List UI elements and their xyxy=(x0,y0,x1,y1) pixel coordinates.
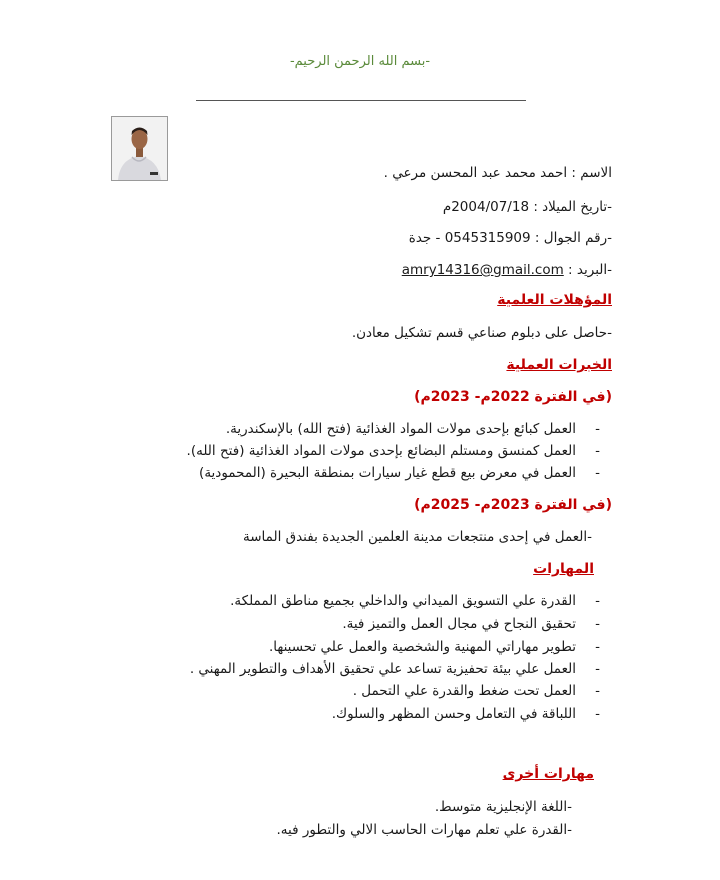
skills-heading: المهارات xyxy=(533,561,594,577)
email-label: -البريد : xyxy=(563,262,612,278)
list-item xyxy=(190,661,600,677)
bullet-dash: - xyxy=(595,421,600,437)
list-item-text: العمل كبائع بإحدى مولات المواد الغذائية (فتح الله) بالإسكندرية. xyxy=(225,421,576,437)
bullet-dash: - xyxy=(595,465,600,481)
experience-heading: الخبرات العملية xyxy=(506,357,612,373)
email-link[interactable]: amry14316@gmail.com xyxy=(401,262,564,278)
bullet-dash: - xyxy=(595,683,600,699)
experience-text-2: -العمل في إحدى منتجعات مدينة العلمين الجديدة بفندق الماسة xyxy=(242,529,592,545)
qualifications-heading: المؤهلات العلمية xyxy=(497,292,612,308)
list-item xyxy=(226,421,600,437)
list-item-text: اللباقة في التعامل وحسن المظهر والسلوك. xyxy=(331,706,576,722)
list-item xyxy=(230,593,600,609)
list-item xyxy=(342,616,600,632)
list-item xyxy=(187,443,600,459)
name-line: الاسم : احمد محمد عبد المحسن مرعي . xyxy=(383,165,612,181)
bullet-dash: - xyxy=(595,593,600,609)
list-item-text: العمل في معرض بيع قطع غيار سيارات بمنطقة البحيرة (المحمودية) xyxy=(199,465,576,481)
other-skill-line: -القدرة علي تعلم مهارات الحاسب الالي والتطور فيه. xyxy=(276,822,572,838)
bullet-dash: - xyxy=(595,639,600,655)
other-skills-heading: مهارات أخرى xyxy=(502,766,594,782)
experience-period-2: (في الفترة 2023م- 2025م) xyxy=(414,497,612,513)
list-item xyxy=(332,706,600,722)
bullet-dash: - xyxy=(595,616,600,632)
bullet-dash: - xyxy=(595,661,600,677)
phone-line: -رقم الجوال : 0545315909 - جدة xyxy=(408,230,612,246)
experience-period-1: (في الفترة 2022م- 2023م) xyxy=(414,389,612,405)
list-item-text: القدرة علي التسويق الميداني والداخلي بجميع مناطق المملكة. xyxy=(230,593,576,609)
list-item xyxy=(353,683,600,699)
profile-photo xyxy=(111,116,168,181)
other-skill-line: -اللغة الإنجليزية متوسط. xyxy=(434,799,572,815)
divider-line xyxy=(196,100,526,101)
list-item-text: تحقيق النجاح في مجال العمل والتميز فية. xyxy=(342,616,576,632)
basmala: -بسم الله الرحمن الرحيم- xyxy=(289,54,431,69)
list-item xyxy=(199,465,600,481)
list-item xyxy=(269,639,600,655)
list-item-text: العمل تحت ضغط والقدرة علي التحمل . xyxy=(352,683,576,699)
bullet-dash: - xyxy=(595,706,600,722)
bullet-dash: - xyxy=(595,443,600,459)
qualifications-text: -حاصل على دبلوم صناعي قسم تشكيل معادن. xyxy=(351,325,612,341)
list-item-text: العمل علي بيئة تحفيزية تساعد علي تحقيق الأهداف والتطوير المهني . xyxy=(189,661,576,677)
email-line xyxy=(402,262,612,278)
list-item-text: تطوير مهاراتي المهنية والشخصية والعمل علي تحسينها. xyxy=(268,639,576,655)
list-item-text: العمل كمنسق ومستلم البضائع بإحدى مولات المواد الغذائية (فتح الله). xyxy=(186,443,576,459)
birth-date-line: -تاريخ الميلاد : 2004/07/18م xyxy=(442,199,612,215)
